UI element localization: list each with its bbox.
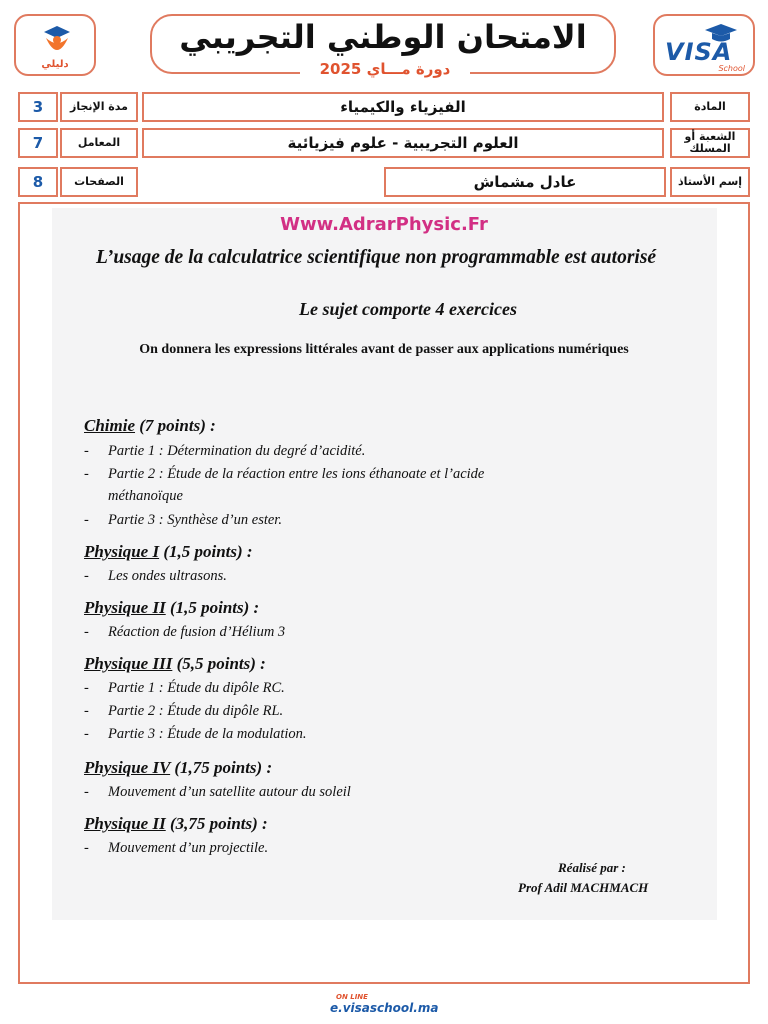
subject-note: Le sujet comporte 4 exercices bbox=[299, 299, 517, 319]
realised-by-label: Réalisé par : bbox=[558, 860, 626, 875]
calculator-note: L’usage de la calculatrice scientifique non programmable est autorisé bbox=[96, 247, 657, 268]
exam-title: الامتحان الوطني التجريبي bbox=[179, 18, 587, 56]
stream-value: العلوم التجريبية - علوم فيزيائية bbox=[287, 134, 519, 152]
online-label: ON LINE bbox=[336, 993, 368, 1001]
list-item-text: Partie 2 : Étude du dipôle RL. bbox=[108, 703, 284, 719]
pages-value: 8 bbox=[32, 173, 44, 191]
list-item: - Partie 3 : Étude de la modulation. bbox=[84, 726, 307, 742]
subject-value-cell bbox=[142, 92, 664, 122]
duration-value: 3 bbox=[32, 98, 44, 116]
subject-label-cell bbox=[670, 92, 750, 122]
list-item: - Réaction de fusion d’Hélium 3 bbox=[84, 624, 286, 640]
coef-value-cell bbox=[18, 128, 58, 158]
list-item: - Mouvement d’un satellite autour du soleil bbox=[84, 784, 351, 800]
section-title: Physique II bbox=[84, 814, 166, 833]
exam-session: دورة مـــاي 2025 bbox=[300, 60, 470, 86]
teacher-value: عادل مشماش bbox=[473, 173, 577, 191]
pages-label-cell bbox=[60, 167, 138, 197]
section-heading bbox=[84, 598, 259, 618]
section-points: (1,5 points) : bbox=[159, 542, 253, 561]
teacher-label-cell bbox=[670, 167, 750, 197]
section-title: Physique III bbox=[84, 654, 173, 673]
section-heading bbox=[84, 542, 253, 562]
section-points: (7 points) : bbox=[135, 416, 216, 435]
expressions-note: On donnera les expressions littérales avant de passer aux applications numériques bbox=[139, 342, 629, 357]
stream-label: الشعبة أو المسلك bbox=[684, 130, 736, 155]
visa-logo-sub: School bbox=[718, 64, 745, 73]
section-title: Physique I bbox=[84, 542, 160, 561]
subject-label: المادة bbox=[694, 100, 726, 113]
footer-logo[interactable] bbox=[322, 993, 446, 1017]
pages-label: الصفحات bbox=[74, 175, 124, 188]
list-item-text: Partie 2 : Étude de la réaction entre les ions éthanoate et l’acide bbox=[108, 466, 485, 482]
stream-label-cell bbox=[670, 128, 750, 158]
section-heading bbox=[84, 814, 268, 834]
author-name: Prof Adil MACHMACH bbox=[518, 880, 649, 895]
section-points: (3,75 points) : bbox=[165, 814, 268, 833]
section-title: Physique IV bbox=[84, 758, 171, 777]
list-item-text: Partie 1 : Détermination du degré d’acidité. bbox=[108, 443, 366, 459]
list-item-text: Mouvement d’un projectile. bbox=[108, 840, 269, 856]
coef-value: 7 bbox=[32, 134, 44, 152]
duration-label: مدة الإنجاز bbox=[70, 100, 128, 113]
section-heading bbox=[84, 654, 266, 674]
duration-value-cell bbox=[18, 92, 58, 122]
list-item: - Partie 2 : Étude de la réaction entre les ions éthanoate et l’acide méthanoïque bbox=[84, 463, 644, 507]
list-item: - Partie 1 : Détermination du degré d’acidité. bbox=[84, 443, 366, 459]
teacher-value-cell bbox=[384, 167, 666, 197]
website-url[interactable]: Www.AdrarPhysic.Fr bbox=[280, 214, 488, 235]
section-title: Chimie bbox=[84, 416, 136, 435]
section-title: Physique II bbox=[84, 598, 166, 617]
visa-logo-text: VISA bbox=[665, 38, 733, 66]
section-points: (1,5 points) : bbox=[165, 598, 260, 617]
section-points: (1,75 points) : bbox=[170, 758, 273, 777]
list-item: - Partie 2 : Étude du dipôle RL. bbox=[84, 703, 284, 719]
dalili-logo-text: دليلي bbox=[41, 59, 69, 70]
coef-label: المعامل bbox=[77, 136, 121, 149]
list-item-text: Réaction de fusion d’Hélium 3 bbox=[108, 624, 286, 640]
list-item-continuation: méthanoïque bbox=[108, 488, 183, 504]
list-item-text: Partie 1 : Étude du dipôle RC. bbox=[108, 680, 285, 696]
coef-label-cell bbox=[60, 128, 138, 158]
list-item-text: Mouvement d’un satellite autour du soleil bbox=[108, 784, 351, 800]
list-item: - Partie 1 : Étude du dipôle RC. bbox=[84, 680, 285, 696]
section-heading bbox=[84, 758, 272, 778]
list-item: - Partie 3 : Synthèse d’un ester. bbox=[84, 512, 282, 528]
list-item: - Les ondes ultrasons. bbox=[84, 568, 227, 584]
footer-site-link[interactable]: e.visaschool.ma bbox=[330, 1001, 439, 1015]
list-item-text: Les ondes ultrasons. bbox=[108, 568, 227, 584]
visa-school-logo bbox=[653, 14, 755, 76]
list-item-text: Partie 3 : Synthèse d’un ester. bbox=[108, 512, 282, 528]
stream-value-cell bbox=[142, 128, 664, 158]
list-item-text: Partie 3 : Étude de la modulation. bbox=[108, 726, 307, 742]
dalili-logo bbox=[14, 14, 96, 76]
graduate-icon bbox=[38, 22, 76, 60]
section-points: (5,5 points) : bbox=[172, 654, 266, 673]
section-heading bbox=[84, 416, 216, 436]
subject-value: الفيزياء والكيمياء bbox=[340, 98, 466, 116]
teacher-label: إسم الأستاذ bbox=[677, 175, 743, 188]
list-item: - Mouvement d’un projectile. bbox=[84, 840, 269, 856]
pages-value-cell bbox=[18, 167, 58, 197]
duration-label-cell bbox=[60, 92, 138, 122]
